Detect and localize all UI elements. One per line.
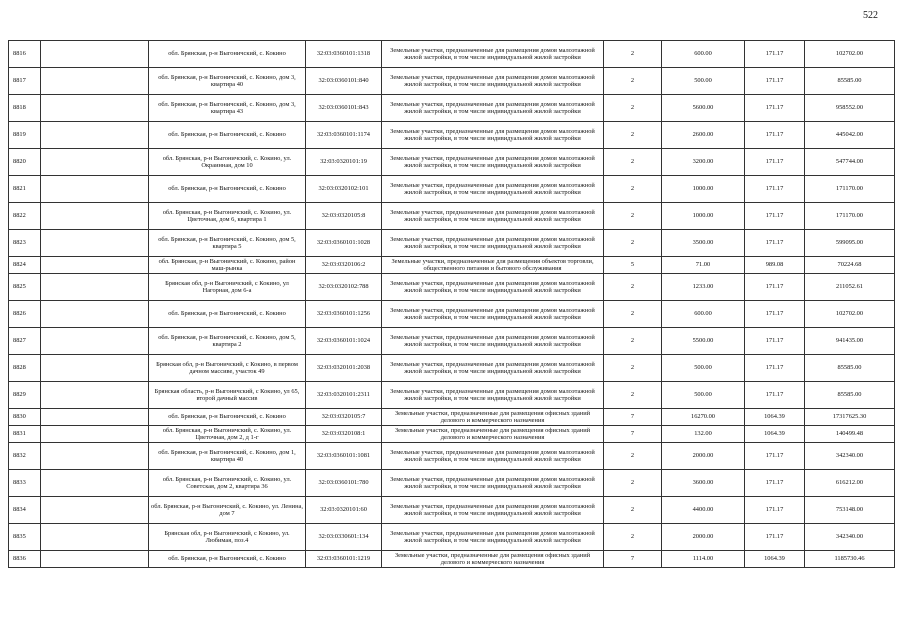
row-number-cell: 8827 <box>9 328 41 355</box>
group-cell: 2 <box>604 355 662 382</box>
land-use-cell: Земельные участки, предназначенные для размещения домов малоэтажной жилой застройки, в том числе индивидуальной жилой застройки <box>382 203 604 230</box>
cadastral-number-cell: 32:03:0360101:1219 <box>306 551 382 568</box>
empty-cell <box>41 230 149 257</box>
table-row <box>9 176 895 203</box>
empty-cell <box>41 149 149 176</box>
rate-cell: 171.17 <box>745 443 805 470</box>
cadastral-number-cell: 32:03:0320101:60 <box>306 497 382 524</box>
land-use-cell: Земельные участки, предназначенные для размещения домов малоэтажной жилой застройки, в том числе индивидуальной жилой застройки <box>382 68 604 95</box>
empty-cell <box>41 382 149 409</box>
empty-cell <box>41 470 149 497</box>
rate-cell: 171.17 <box>745 328 805 355</box>
rate-cell: 1064.39 <box>745 426 805 443</box>
address-cell: обл. Брянская, р-н Выгоничский, с. Кокино <box>149 551 306 568</box>
cadastral-number-cell: 32:03:0320105:8 <box>306 203 382 230</box>
empty-cell <box>41 41 149 68</box>
group-cell: 2 <box>604 524 662 551</box>
land-use-cell: Земельные участки, предназначенные для размещения домов малоэтажной жилой застройки, в том числе индивидуальной жилой застройки <box>382 497 604 524</box>
empty-cell <box>41 68 149 95</box>
table-row <box>9 524 895 551</box>
group-cell: 2 <box>604 176 662 203</box>
row-number-cell: 8825 <box>9 274 41 301</box>
cadastral-value-cell: 85585.00 <box>805 355 895 382</box>
address-cell: обл. Брянская, р-н Выгоничский, с. Кокино <box>149 301 306 328</box>
cadastral-number-cell: 32:03:0320101:2311 <box>306 382 382 409</box>
empty-cell <box>41 524 149 551</box>
address-cell: обл. Брянская, р-н Выгоничский, с. Кокино, дом 3, квартира 43 <box>149 95 306 122</box>
area-cell: 500.00 <box>662 382 745 409</box>
address-cell: обл. Брянская, р-н Выгоничский, с. Кокино, дом 5, квартира 5 <box>149 230 306 257</box>
group-cell: 2 <box>604 149 662 176</box>
group-cell: 7 <box>604 551 662 568</box>
table-row <box>9 41 895 68</box>
cadastral-value-cell: 616212.00 <box>805 470 895 497</box>
land-use-cell: Земельные участки, предназначенные для размещения домов малоэтажной жилой застройки, в том числе индивидуальной жилой застройки <box>382 230 604 257</box>
cadastral-value-cell: 445042.00 <box>805 122 895 149</box>
address-cell: обл. Брянская, р-н Выгоничский, с. Кокино, ул. Ленина, дом 7 <box>149 497 306 524</box>
group-cell: 2 <box>604 41 662 68</box>
group-cell: 2 <box>604 230 662 257</box>
cadastral-value-cell: 547744.00 <box>805 149 895 176</box>
area-cell: 600.00 <box>662 301 745 328</box>
empty-cell <box>41 274 149 301</box>
table-row <box>9 257 895 274</box>
group-cell: 2 <box>604 382 662 409</box>
empty-cell <box>41 497 149 524</box>
land-use-cell: Земельные участки, предназначенные для размещения домов малоэтажной жилой застройки, в том числе индивидуальной жилой застройки <box>382 443 604 470</box>
rate-cell: 171.17 <box>745 301 805 328</box>
address-cell: обл. Брянская, р-н Выгоничский, с. Кокино, ул. Советская, дом 2, квартира 36 <box>149 470 306 497</box>
row-number-cell: 8816 <box>9 41 41 68</box>
group-cell: 2 <box>604 122 662 149</box>
cadastral-number-cell: 32:03:0330601:134 <box>306 524 382 551</box>
rate-cell: 171.17 <box>745 355 805 382</box>
group-cell: 7 <box>604 409 662 426</box>
table-row <box>9 470 895 497</box>
cadastral-value-cell: 753148.00 <box>805 497 895 524</box>
address-cell: Брянская область, р-н Выгоничский, с Кокино, ул 65, второй дачный массив <box>149 382 306 409</box>
row-number-cell: 8828 <box>9 355 41 382</box>
cadastral-number-cell: 32:03:0360101:840 <box>306 68 382 95</box>
address-cell: обл. Брянская, р-н Выгоничский, с. Кокино <box>149 41 306 68</box>
rate-cell: 1064.39 <box>745 551 805 568</box>
row-number-cell: 8821 <box>9 176 41 203</box>
group-cell: 2 <box>604 301 662 328</box>
cadastral-value-cell: 171170.00 <box>805 203 895 230</box>
land-use-cell: Земельные участки, предназначенные для размещения домов малоэтажной жилой застройки, в том числе индивидуальной жилой застройки <box>382 328 604 355</box>
group-cell: 2 <box>604 95 662 122</box>
table-row <box>9 301 895 328</box>
area-cell: 500.00 <box>662 68 745 95</box>
empty-cell <box>41 176 149 203</box>
row-number-cell: 8836 <box>9 551 41 568</box>
cadastral-number-cell: 32:03:0320102:788 <box>306 274 382 301</box>
empty-cell <box>41 551 149 568</box>
group-cell: 2 <box>604 443 662 470</box>
rate-cell: 171.17 <box>745 95 805 122</box>
empty-cell <box>41 409 149 426</box>
group-cell: 2 <box>604 203 662 230</box>
row-number-cell: 8834 <box>9 497 41 524</box>
empty-cell <box>41 328 149 355</box>
row-number-cell: 8830 <box>9 409 41 426</box>
cadastral-number-cell: 32:03:0360101:843 <box>306 95 382 122</box>
rate-cell: 171.17 <box>745 524 805 551</box>
table-row <box>9 95 895 122</box>
area-cell: 500.00 <box>662 355 745 382</box>
land-use-cell: Земельные участки, предназначенные для размещения офисных зданий делового и коммерческого назначения <box>382 426 604 443</box>
area-cell: 3500.00 <box>662 230 745 257</box>
cadastral-value-cell: 599095.00 <box>805 230 895 257</box>
cadastral-value-cell: 70224.68 <box>805 257 895 274</box>
address-cell: обл. Брянская, р-н Выгоничский, с. Кокино, ул. Цветочная, дом 2, д 1-г <box>149 426 306 443</box>
page-number: 522 <box>863 10 878 21</box>
area-cell: 2600.00 <box>662 122 745 149</box>
cadastral-number-cell: 32:03:0360101:1318 <box>306 41 382 68</box>
cadastral-number-cell: 32:03:0360101:780 <box>306 470 382 497</box>
area-cell: 3600.00 <box>662 470 745 497</box>
cadastral-value-cell: 102702.00 <box>805 41 895 68</box>
cadastral-number-cell: 32:03:0360101:1256 <box>306 301 382 328</box>
table-row <box>9 409 895 426</box>
cadastral-value-cell: 958552.00 <box>805 95 895 122</box>
row-number-cell: 8835 <box>9 524 41 551</box>
empty-cell <box>41 355 149 382</box>
empty-cell <box>41 443 149 470</box>
row-number-cell: 8832 <box>9 443 41 470</box>
group-cell: 2 <box>604 68 662 95</box>
land-use-cell: Земельные участки, предназначенные для размещения домов малоэтажной жилой застройки, в том числе индивидуальной жилой застройки <box>382 301 604 328</box>
address-cell: обл. Брянская, р-н Выгоничский, с. Кокино, дом 3, квартира 40 <box>149 68 306 95</box>
cadastral-number-cell: 32:03:0360101:1081 <box>306 443 382 470</box>
group-cell: 2 <box>604 328 662 355</box>
cadastral-number-cell: 32:03:0320102:101 <box>306 176 382 203</box>
land-use-cell: Земельные участки, предназначенные для размещения домов малоэтажной жилой застройки, в том числе индивидуальной жилой застройки <box>382 355 604 382</box>
cadastral-number-cell: 32:03:0320101:19 <box>306 149 382 176</box>
area-cell: 1233.00 <box>662 274 745 301</box>
land-use-cell: Земельные участки, предназначенные для размещения домов малоэтажной жилой застройки, в том числе индивидуальной жилой застройки <box>382 382 604 409</box>
cadastral-value-cell: 342340.00 <box>805 524 895 551</box>
table-row <box>9 68 895 95</box>
table-row <box>9 328 895 355</box>
area-cell: 1000.00 <box>662 176 745 203</box>
empty-cell <box>41 122 149 149</box>
area-cell: 2000.00 <box>662 443 745 470</box>
cadastral-number-cell: 32:03:0320108:1 <box>306 426 382 443</box>
table-row <box>9 355 895 382</box>
table-body <box>9 41 895 568</box>
address-cell: Брянская обл, р-н Выгоничский, с Кокино, ул. Любимая, поз.4 <box>149 524 306 551</box>
cadastral-value-cell: 102702.00 <box>805 301 895 328</box>
cadastral-value-cell: 941435.00 <box>805 328 895 355</box>
table-row <box>9 149 895 176</box>
group-cell: 5 <box>604 257 662 274</box>
rate-cell: 171.17 <box>745 230 805 257</box>
area-cell: 132.00 <box>662 426 745 443</box>
rate-cell: 171.17 <box>745 274 805 301</box>
cadastral-number-cell: 32:03:0320106:2 <box>306 257 382 274</box>
land-use-cell: Земельные участки, предназначенные для размещения домов малоэтажной жилой застройки, в том числе индивидуальной жилой застройки <box>382 122 604 149</box>
cadastral-value-cell: 85585.00 <box>805 382 895 409</box>
table-row <box>9 497 895 524</box>
address-cell: обл. Брянская, р-н Выгоничский, с. Кокино <box>149 176 306 203</box>
table-row <box>9 551 895 568</box>
area-cell: 4400.00 <box>662 497 745 524</box>
cadastral-value-cell: 211052.61 <box>805 274 895 301</box>
address-cell: Брянская обл, р-н Выгоничский, с Кокино, в первом дачном массиве, участок 49 <box>149 355 306 382</box>
row-number-cell: 8822 <box>9 203 41 230</box>
cadastral-value-cell: 342340.00 <box>805 443 895 470</box>
group-cell: 2 <box>604 470 662 497</box>
area-cell: 71.00 <box>662 257 745 274</box>
rate-cell: 989.08 <box>745 257 805 274</box>
cadastral-number-cell: 32:03:0360101:1174 <box>306 122 382 149</box>
row-number-cell: 8817 <box>9 68 41 95</box>
land-use-cell: Земельные участки, предназначенные для размещения домов малоэтажной жилой застройки, в том числе индивидуальной жилой застройки <box>382 41 604 68</box>
rate-cell: 171.17 <box>745 382 805 409</box>
table-row <box>9 443 895 470</box>
row-number-cell: 8826 <box>9 301 41 328</box>
land-use-cell: Земельные участки, предназначенные для размещения офисных зданий делового и коммерческого назначения <box>382 409 604 426</box>
group-cell: 7 <box>604 426 662 443</box>
area-cell: 2000.00 <box>662 524 745 551</box>
empty-cell <box>41 257 149 274</box>
row-number-cell: 8823 <box>9 230 41 257</box>
land-use-cell: Земельные участки, предназначенные для размещения объектов торговли, общественного питания и бытового обслуживания <box>382 257 604 274</box>
area-cell: 600.00 <box>662 41 745 68</box>
address-cell: обл. Брянская, р-н Выгоничский, с. Кокино, дом 1, квартира 40 <box>149 443 306 470</box>
empty-cell <box>41 95 149 122</box>
area-cell: 5600.00 <box>662 95 745 122</box>
cadastral-value-cell: 17317625.30 <box>805 409 895 426</box>
rate-cell: 171.17 <box>745 41 805 68</box>
address-cell: обл. Брянская, р-н Выгоничский, с. Кокино, ул. Цветочная, дом 6, квартира 1 <box>149 203 306 230</box>
empty-cell <box>41 426 149 443</box>
address-cell: Брянская обл, р-н Выгоничский, с Кокино, ул Нагорная, дом 6-а <box>149 274 306 301</box>
group-cell: 2 <box>604 497 662 524</box>
cadastral-number-cell: 32:03:0360101:1024 <box>306 328 382 355</box>
cadastral-number-cell: 32:03:0360101:1028 <box>306 230 382 257</box>
empty-cell <box>41 301 149 328</box>
row-number-cell: 8819 <box>9 122 41 149</box>
cadastral-value-cell: 1185730.46 <box>805 551 895 568</box>
table-row <box>9 203 895 230</box>
area-cell: 3200.00 <box>662 149 745 176</box>
land-use-cell: Земельные участки, предназначенные для размещения домов малоэтажной жилой застройки, в том числе индивидуальной жилой застройки <box>382 176 604 203</box>
cadastral-value-cell: 140499.48 <box>805 426 895 443</box>
address-cell: обл. Брянская, р-н Выгоничский, с. Кокино <box>149 122 306 149</box>
area-cell: 1114.00 <box>662 551 745 568</box>
rate-cell: 1064.39 <box>745 409 805 426</box>
rate-cell: 171.17 <box>745 470 805 497</box>
row-number-cell: 8818 <box>9 95 41 122</box>
rate-cell: 171.17 <box>745 122 805 149</box>
land-use-cell: Земельные участки, предназначенные для размещения домов малоэтажной жилой застройки, в том числе индивидуальной жилой застройки <box>382 149 604 176</box>
land-use-cell: Земельные участки, предназначенные для размещения домов малоэтажной жилой застройки, в том числе индивидуальной жилой застройки <box>382 524 604 551</box>
table-row <box>9 426 895 443</box>
cadastral-value-cell: 171170.00 <box>805 176 895 203</box>
area-cell: 16270.00 <box>662 409 745 426</box>
address-cell: обл. Брянская, р-н Выгоничский, с. Кокино, район маш-рынка <box>149 257 306 274</box>
address-cell: обл. Брянская, р-н Выгоничский, с. Кокино, ул. Окраинная, дом 10 <box>149 149 306 176</box>
empty-cell <box>41 203 149 230</box>
cadastral-value-table <box>8 40 895 568</box>
land-use-cell: Земельные участки, предназначенные для размещения домов малоэтажной жилой застройки, в том числе индивидуальной жилой застройки <box>382 95 604 122</box>
table-row <box>9 230 895 257</box>
cadastral-number-cell: 32:03:0320105:7 <box>306 409 382 426</box>
row-number-cell: 8824 <box>9 257 41 274</box>
table-row <box>9 122 895 149</box>
cadastral-number-cell: 32:03:0320101:2038 <box>306 355 382 382</box>
land-use-cell: Земельные участки, предназначенные для размещения офисных зданий делового и коммерческого назначения <box>382 551 604 568</box>
table-row <box>9 382 895 409</box>
group-cell: 2 <box>604 274 662 301</box>
cadastral-value-cell: 85585.00 <box>805 68 895 95</box>
row-number-cell: 8820 <box>9 149 41 176</box>
row-number-cell: 8831 <box>9 426 41 443</box>
table-row <box>9 274 895 301</box>
rate-cell: 171.17 <box>745 497 805 524</box>
address-cell: обл. Брянская, р-н Выгоничский, с. Кокино <box>149 409 306 426</box>
land-use-cell: Земельные участки, предназначенные для размещения домов малоэтажной жилой застройки, в том числе индивидуальной жилой застройки <box>382 470 604 497</box>
area-cell: 5500.00 <box>662 328 745 355</box>
land-use-cell: Земельные участки, предназначенные для размещения домов малоэтажной жилой застройки, в том числе индивидуальной жилой застройки <box>382 274 604 301</box>
rate-cell: 171.17 <box>745 203 805 230</box>
rate-cell: 171.17 <box>745 68 805 95</box>
rate-cell: 171.17 <box>745 149 805 176</box>
address-cell: обл. Брянская, р-н Выгоничский, с. Кокино, дом 5, квартира 2 <box>149 328 306 355</box>
row-number-cell: 8829 <box>9 382 41 409</box>
rate-cell: 171.17 <box>745 176 805 203</box>
area-cell: 1000.00 <box>662 203 745 230</box>
row-number-cell: 8833 <box>9 470 41 497</box>
